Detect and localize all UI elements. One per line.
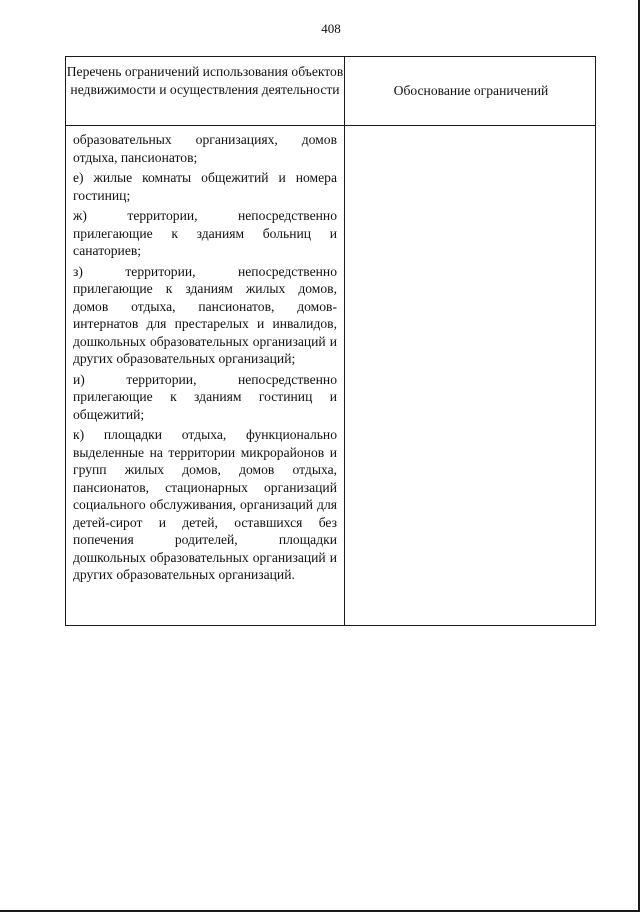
table-header-row — [66, 57, 595, 126]
list-item: ж) территории, непосредственно прилегающие к зданиям больниц и санаториев; — [73, 208, 337, 258]
list-item: к) площадки отдыха, функционально выделенные на территории микрорайонов и групп жилых домов, домов отдыха, пансионатов, стационарных организаций социального обслуживания, организаций для детей-сирот и детей, оставшихся без попечения родителей, площадки дошкольных образовательных организаций и других образовательных организаций. — [73, 427, 337, 582]
list-item: образовательных организациях, домов отдыха, пансионатов; — [73, 132, 337, 165]
column-divider — [344, 57, 345, 625]
page-number: 408 — [321, 21, 341, 36]
header-restrictions-list: Перечень ограничений использования объектов недвижимости и осуществления деятельности — [66, 64, 344, 97]
restrictions-list-cell — [73, 131, 337, 587]
list-item: з) территории, непосредственно прилегающие к зданиям жилых домов, домов отдыха, пансионатов, домов-интернатов для престарелых и инвалидов, дошкольных образовательных организаций и других образовательных организаций; — [73, 263, 337, 366]
restrictions-table — [65, 56, 596, 626]
header-restrictions-rationale: Обоснование ограничений — [393, 83, 549, 98]
list-item: и) территории, непосредственно прилегающие к зданиям гостиниц и общежитий; — [73, 371, 337, 422]
list-item: е) жилые комнаты общежитий и номера гостиниц; — [73, 170, 337, 203]
